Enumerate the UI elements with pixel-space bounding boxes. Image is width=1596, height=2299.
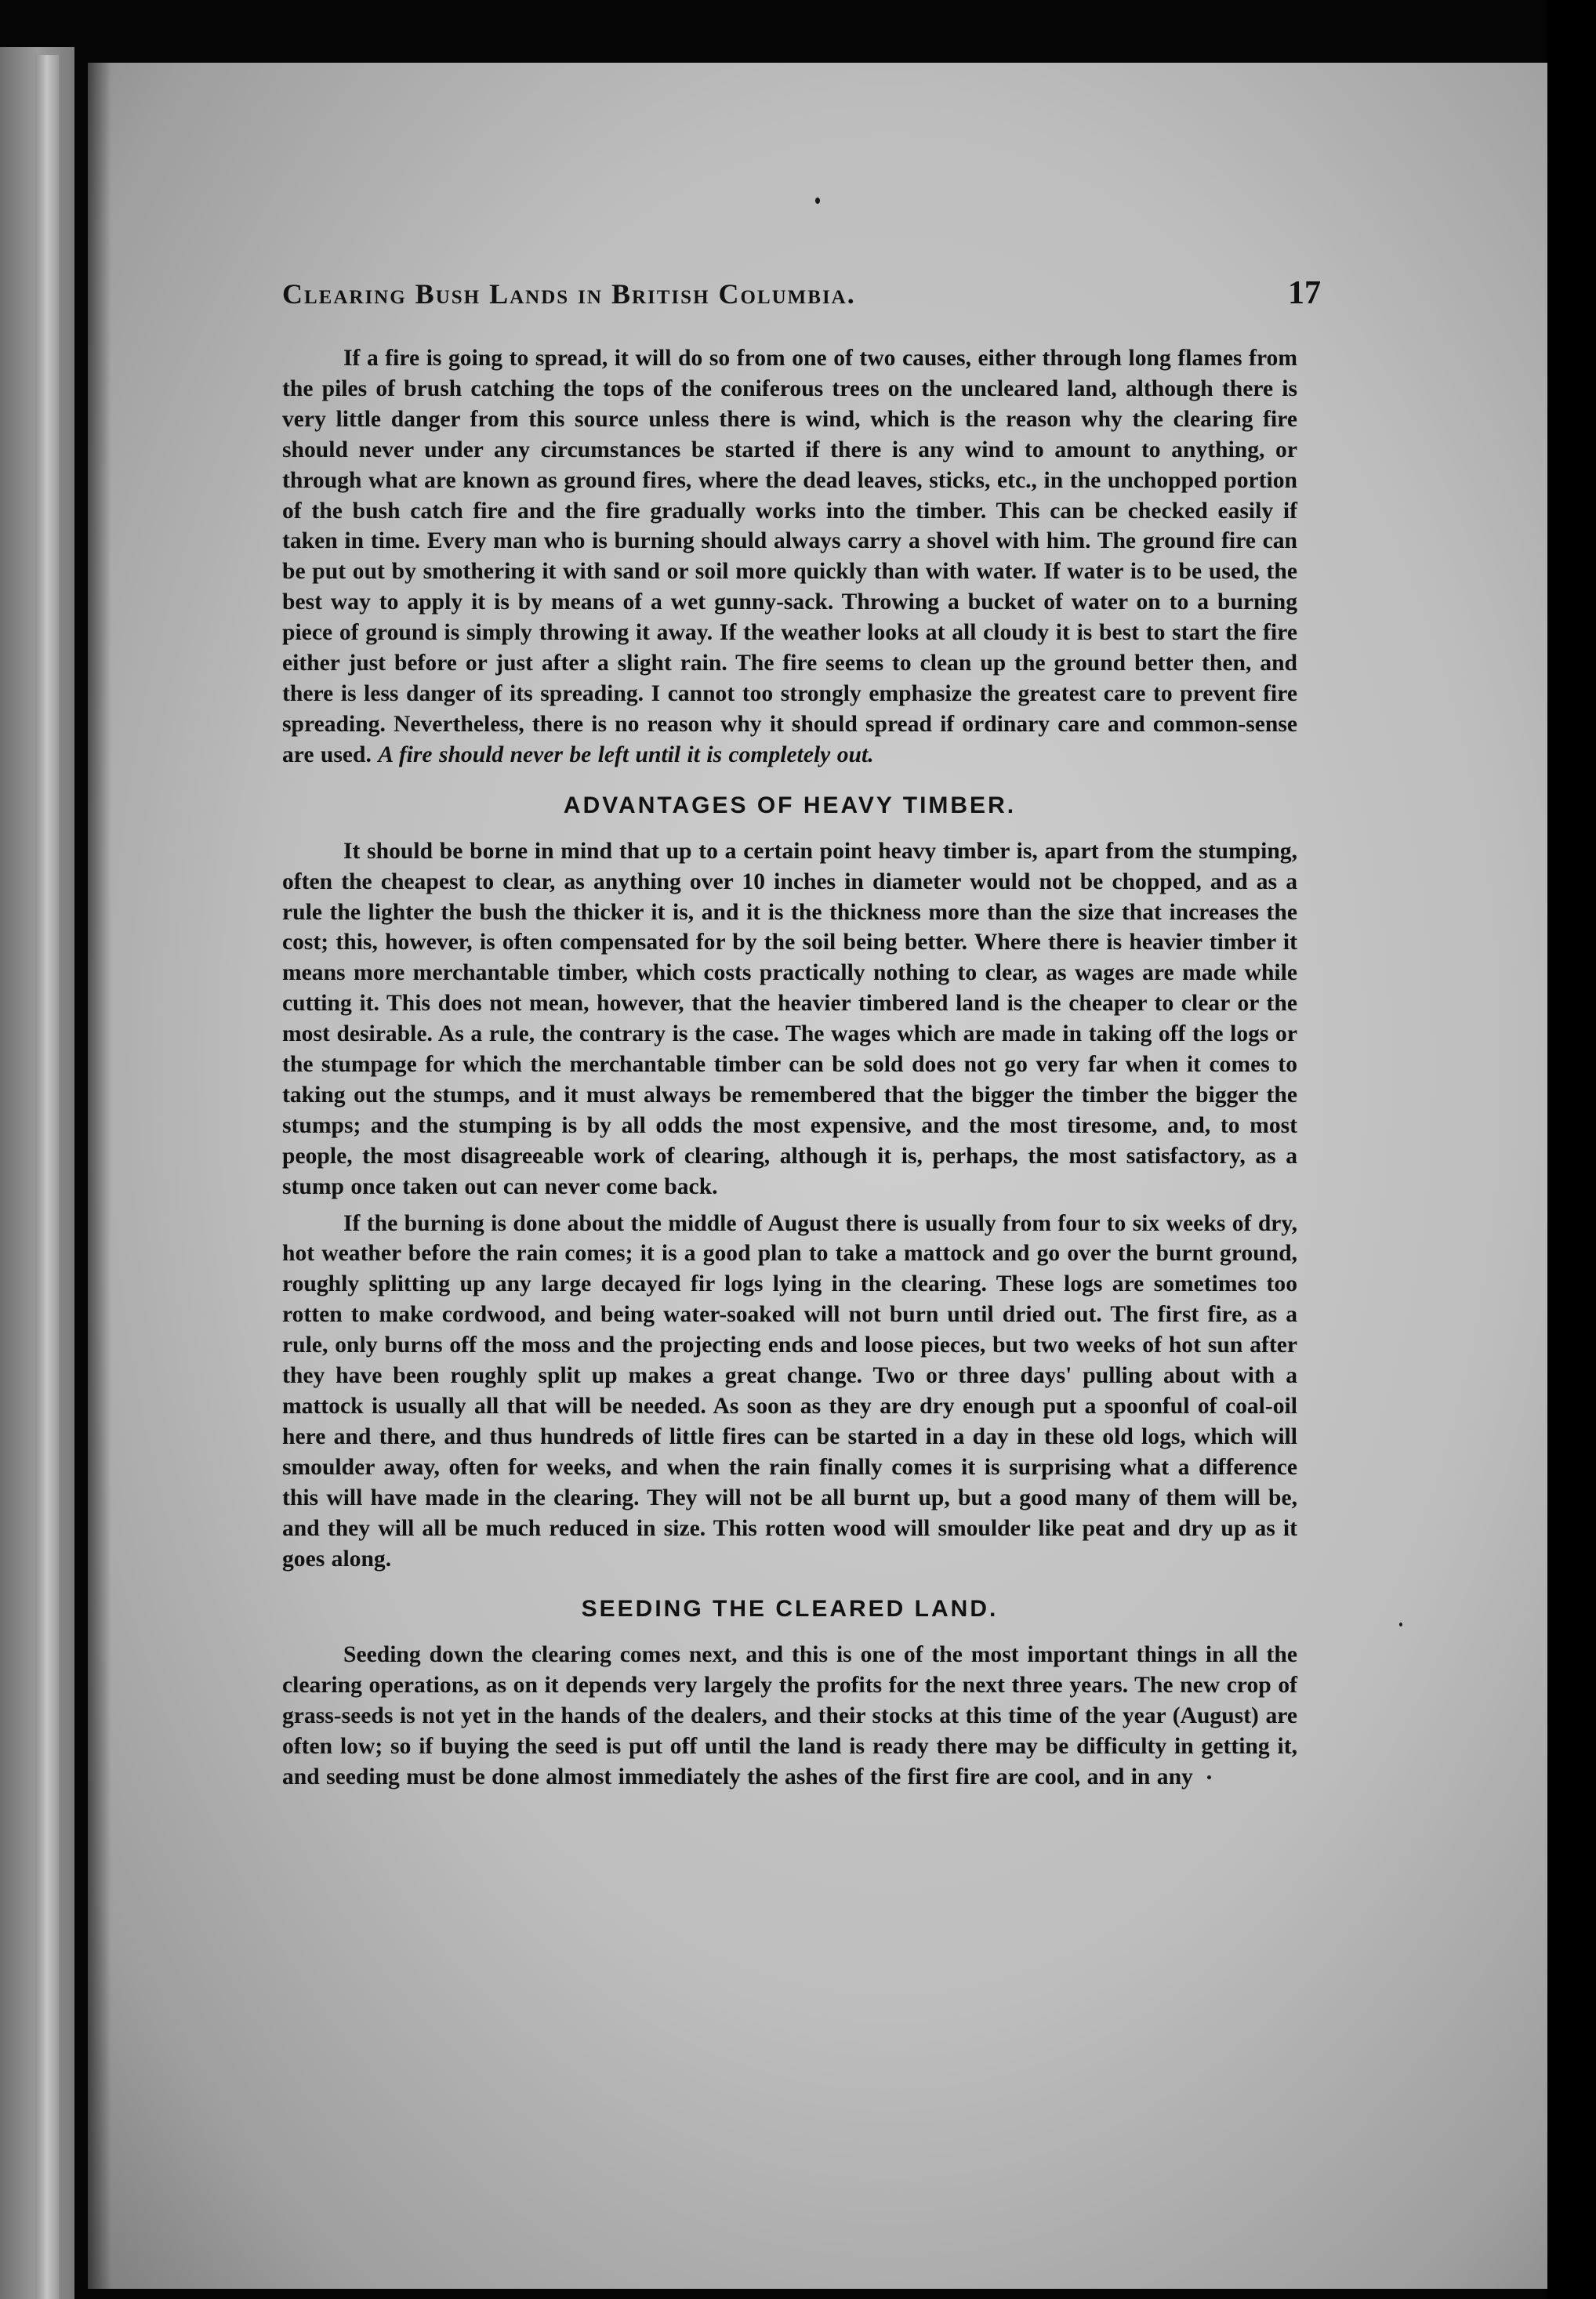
scan-speck: [1399, 1623, 1402, 1626]
section-heading-seeding: SEEDING THE CLEARED LAND.: [581, 1596, 999, 1623]
page-number: 17: [1288, 275, 1321, 311]
running-head-title: Clearing Bush Lands in British Columbia.: [282, 278, 856, 310]
body-paragraph: Seeding down the clearing comes next, and this is one of the most important things in all the clearing operations, as on it depends very largely the profits for the next three years. The new crop of grass-seeds is not yet in the hands of the dealers, and their stocks at this time of the year (August) are often low; so if buying the seed is put off until the land is ready there may be difficulty in getting it, and seeding must be done almost immediately the ashes of the first fire are cool, and in any: [282, 1642, 1297, 1790]
page-content: [282, 274, 1321, 1799]
paragraph-italic-tail: A fire should never be left until it is completely out.: [378, 742, 874, 767]
running-head: [282, 274, 1321, 312]
section-heading-heavy-timber: ADVANTAGES OF HEAVY TIMBER.: [563, 792, 1017, 818]
binding-edge: [35, 55, 59, 2299]
paragraph-text: If a fire is going to spread, it will do so from one of two causes, either through long flames from the piles of brush catching the tops of the coniferous trees on the uncleared land, although there is very little danger from this source unless there is wind, which is the reason why the clearing fire should never under any circumstances be started if there is any wind to amount to anything, or through what are known as ground fires, where the dead leaves, sticks, etc., in the unchopped portion of the bush catch fire and the fire gradually works into the timber. This can be checked easily if taken in time. Every man who is burning should always carry a shovel with him. The ground fire can be put out by smothering it with sand or soil more quickly than with water. If water is to be used, the best way to apply it is by means of a wet gunny-sack. Throwing a bucket of water on to a burning piece of ground is simply throwing it away. If the weather looks at all cloudy it is best to start the fire either just before or just after a slight rain. The fire seems to clean up the ground better then, and there is less danger of its spreading. I cannot too strongly emphasize the greatest care to prevent fire spreading. Nevertheless, there is no reason why it should spread if ordinary care and common-sense are used.: [282, 346, 1297, 767]
body-paragraph: [282, 343, 1297, 771]
body-paragraph: It should be borne in mind that up to a certain point heavy timber is, apart from the stumping, often the cheapest to clear, as anything over 10 inches in diameter would not be chopped, and as a rule the lighter the bush the thicker it is, and it is the thickness more than the size that increases the cost; this, however, is often compensated for by the soil being better. Where there is heavier timber it means more merchantable timber, which costs practically nothing to clear, as wages are made while cutting it. This does not mean, however, that the heavier timbered land is the cheaper to clear or the most desirable. As a rule, the contrary is the case. The wages which are made in taking off the logs or the stumpage for which the merchantable timber can be sold does not go very far when it comes to taking out the stumps, and it must always be remembered that the bigger the timber the bigger the stumps; and the stumping is by all odds the most expensive, and the most tiresome, and, to most people, the most disagreeable work of clearing, although it is, perhaps, the most satisfactory, as a stump once taken out can never come back.: [282, 838, 1297, 1199]
gutter-shadow: [88, 63, 111, 2289]
scan-speck: [815, 198, 820, 204]
body-paragraph: If the burning is done about the middle of August there is usually from four to six weeks of dry, hot weather before the rain comes; it is a good plan to take a mattock and go over the burnt ground, roughly splitting up any large decayed fir logs lying in the clearing. These logs are sometimes too rotten to make cordwood, and being water-soaked will not burn until dried out. The first fire, as a rule, only burns off the moss and the projecting ends and loose pieces, but two weeks of hot sun after they have been roughly split up makes a great change. Two or three days' pulling about with a mattock is usually all that will be needed. As soon as they are dry enough put a spoonful of coal-oil here and there, and thus hundreds of little fires can be started in a day in these old logs, which will smoulder away, often for weeks, and when the rain finally comes it is surprising what a difference this will have made in the clearing. They will not be all burnt up, but a good many of them will be, and they will all be much reduced in size. This rotten wood will smoulder like peat and dry up as it goes along.: [282, 1210, 1297, 1572]
right-border: [1547, 0, 1596, 2299]
scan-speck: [1207, 1775, 1211, 1779]
